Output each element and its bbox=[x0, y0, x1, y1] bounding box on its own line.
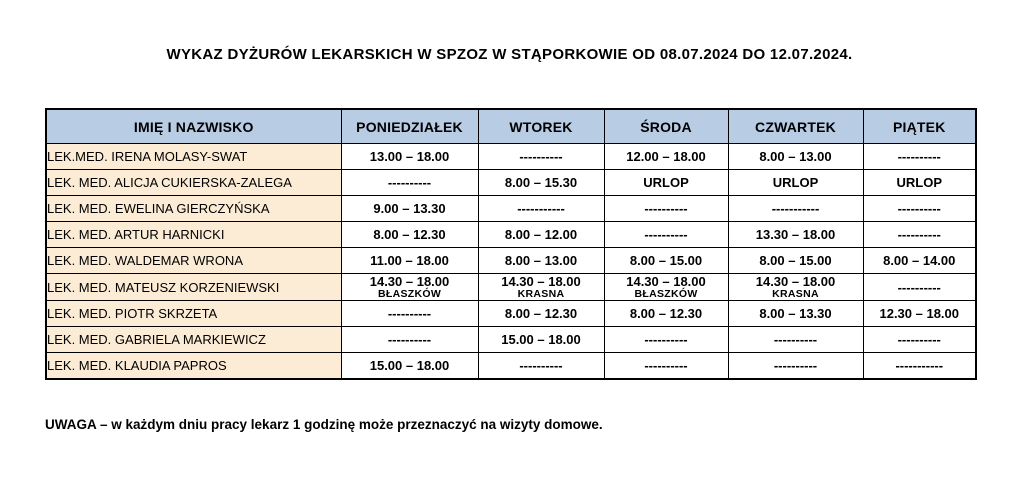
schedule-header-row bbox=[46, 109, 976, 144]
schedule-cell bbox=[341, 248, 478, 274]
time-value: 8.00 – 15.00 bbox=[759, 253, 832, 268]
schedule-cell bbox=[341, 327, 478, 353]
time-value: 8.00 – 12.00 bbox=[504, 227, 578, 242]
schedule-cell bbox=[604, 327, 728, 353]
schedule-cell bbox=[341, 274, 478, 301]
schedule-cell bbox=[341, 170, 478, 196]
table-row bbox=[46, 353, 976, 380]
schedule-cell bbox=[341, 144, 478, 170]
time-value: 8.00 – 15.00 bbox=[629, 253, 703, 268]
time-value: ---------- bbox=[644, 201, 688, 216]
schedule-cell bbox=[478, 301, 604, 327]
table-row bbox=[46, 222, 976, 248]
schedule-cell bbox=[604, 353, 728, 380]
schedule-cell bbox=[604, 170, 728, 196]
time-value: ---------- bbox=[773, 358, 818, 373]
time-value: 14.30 – 18.00 bbox=[369, 274, 450, 289]
schedule-cell bbox=[341, 353, 478, 380]
column-header-day: WTOREK bbox=[478, 109, 604, 144]
doctor-name-cell: LEK. MED. GABRIELA MARKIEWICZ bbox=[46, 327, 341, 353]
schedule-cell bbox=[728, 170, 863, 196]
schedule-cell bbox=[604, 248, 728, 274]
time-value: 14.30 – 18.00 bbox=[755, 274, 836, 289]
doctor-name-cell: LEK. MED. KLAUDIA PAPROS bbox=[46, 353, 341, 380]
table-row bbox=[46, 248, 976, 274]
schedule-cell bbox=[863, 248, 976, 274]
schedule-cell bbox=[728, 248, 863, 274]
schedule-cell bbox=[341, 196, 478, 222]
schedule-cell bbox=[604, 301, 728, 327]
schedule-cell bbox=[478, 327, 604, 353]
schedule-cell bbox=[478, 222, 604, 248]
column-header-day: PIĄTEK bbox=[863, 109, 976, 144]
time-value: ---------- bbox=[387, 332, 432, 347]
time-value: 13.00 – 18.00 bbox=[369, 149, 450, 164]
table-row bbox=[46, 327, 976, 353]
time-value: URLOP bbox=[896, 175, 942, 190]
place-label: BŁASZKÓW bbox=[634, 288, 698, 300]
time-value: ---------- bbox=[644, 358, 688, 373]
document-title: WYKAZ DYŻURÓW LEKARSKICH W SPZOZ W STĄPORKOWIE OD 08.07.2024 DO 12.07.2024. bbox=[166, 46, 853, 63]
time-value: 13.30 – 18.00 bbox=[755, 227, 836, 242]
schedule-cell bbox=[863, 353, 976, 380]
schedule-cell bbox=[728, 327, 863, 353]
duty-schedule-table bbox=[45, 108, 977, 380]
time-value: 12.00 – 18.00 bbox=[626, 149, 706, 164]
schedule-cell bbox=[728, 196, 863, 222]
time-value: URLOP bbox=[643, 175, 689, 190]
schedule-cell bbox=[728, 144, 863, 170]
schedule-cell bbox=[478, 196, 604, 222]
schedule-cell bbox=[604, 196, 728, 222]
schedule-cell bbox=[863, 196, 976, 222]
time-value: 8.00 – 13.00 bbox=[504, 253, 578, 268]
schedule-cell bbox=[728, 274, 863, 301]
time-value: URLOP bbox=[772, 175, 819, 190]
time-value: ---------- bbox=[773, 332, 818, 347]
doctor-name-cell: LEK. MED. ARTUR HARNICKI bbox=[46, 222, 341, 248]
time-value: 8.00 – 12.30 bbox=[373, 227, 446, 242]
time-value: 11.00 – 18.00 bbox=[370, 253, 449, 268]
schedule-cell bbox=[863, 222, 976, 248]
schedule-cell bbox=[478, 144, 604, 170]
schedule-cell bbox=[478, 274, 604, 301]
time-value: 8.00 – 12.30 bbox=[629, 306, 703, 321]
time-value: ---------- bbox=[519, 149, 563, 164]
table-row bbox=[46, 301, 976, 327]
time-value: ---------- bbox=[644, 332, 688, 347]
place-label: KRASNA bbox=[517, 288, 565, 300]
doctor-name-cell: LEK. MED. PIOTR SKRZETA bbox=[46, 301, 341, 327]
doctor-name-cell: LEK. MED. EWELINA GIERCZYŃSKA bbox=[46, 196, 341, 222]
schedule-cell bbox=[863, 144, 976, 170]
time-value: ----------- bbox=[895, 358, 944, 373]
schedule-cell bbox=[728, 222, 863, 248]
schedule-cell bbox=[604, 144, 728, 170]
time-value: 15.00 – 18.00 bbox=[369, 358, 450, 373]
doctor-name-cell: LEK. MED. MATEUSZ KORZENIEWSKI bbox=[46, 274, 341, 301]
time-value: 8.00 – 15.30 bbox=[504, 175, 578, 190]
time-value: 9.00 – 13.30 bbox=[373, 201, 446, 216]
column-header-day: CZWARTEK bbox=[728, 109, 863, 144]
time-value: 8.00 – 12.30 bbox=[504, 306, 578, 321]
time-value: 8.00 – 14.00 bbox=[883, 253, 956, 268]
schedule-cell bbox=[863, 327, 976, 353]
time-value: ---------- bbox=[387, 306, 432, 321]
time-value: 8.00 – 13.30 bbox=[759, 306, 832, 321]
doctor-name-cell: LEK.MED. IRENA MOLASY-SWAT bbox=[46, 144, 341, 170]
time-value: ---------- bbox=[897, 149, 941, 164]
time-value: ---------- bbox=[897, 227, 941, 242]
time-value: ---------- bbox=[387, 175, 432, 190]
column-header-day: PONIEDZIAŁEK bbox=[341, 109, 478, 144]
doctor-name-cell: LEK. MED. WALDEMAR WRONA bbox=[46, 248, 341, 274]
table-row bbox=[46, 170, 976, 196]
time-value: 15.00 – 18.00 bbox=[501, 332, 581, 347]
time-value: 14.30 – 18.00 bbox=[626, 274, 706, 289]
time-value: ---------- bbox=[897, 332, 941, 347]
schedule-cell bbox=[478, 353, 604, 380]
table-row bbox=[46, 274, 976, 301]
time-value: ---------- bbox=[897, 201, 941, 216]
schedule-cell bbox=[863, 301, 976, 327]
table-row bbox=[46, 144, 976, 170]
time-value: ---------- bbox=[519, 358, 563, 373]
time-value: ----------- bbox=[517, 201, 565, 216]
column-header-day: ŚRODA bbox=[604, 109, 728, 144]
time-value: 14.30 – 18.00 bbox=[501, 274, 581, 289]
time-value: ----------- bbox=[771, 201, 820, 216]
schedule-cell bbox=[728, 353, 863, 380]
time-value: ---------- bbox=[644, 227, 688, 242]
schedule-table-body bbox=[46, 144, 976, 380]
schedule-cell bbox=[863, 170, 976, 196]
time-value: 12.30 – 18.00 bbox=[879, 306, 960, 321]
place-label: KRASNA bbox=[772, 288, 819, 300]
time-value: 8.00 – 13.00 bbox=[759, 149, 832, 164]
place-label: BŁASZKÓW bbox=[377, 288, 442, 300]
schedule-cell bbox=[604, 222, 728, 248]
schedule-cell bbox=[341, 301, 478, 327]
table-row bbox=[46, 196, 976, 222]
column-header-name: IMIĘ I NAZWISKO bbox=[46, 109, 341, 144]
footer-note: UWAGA – w każdym dniu pracy lekarz 1 godzinę może przeznaczyć na wizyty domowe. bbox=[45, 417, 603, 432]
schedule-cell bbox=[604, 274, 728, 301]
time-value: ---------- bbox=[897, 279, 941, 295]
schedule-cell bbox=[478, 248, 604, 274]
doctor-name-cell: LEK. MED. ALICJA CUKIERSKA-ZALEGA bbox=[46, 170, 341, 196]
schedule-cell bbox=[478, 170, 604, 196]
schedule-cell bbox=[341, 222, 478, 248]
schedule-cell bbox=[728, 301, 863, 327]
schedule-cell bbox=[863, 274, 976, 301]
